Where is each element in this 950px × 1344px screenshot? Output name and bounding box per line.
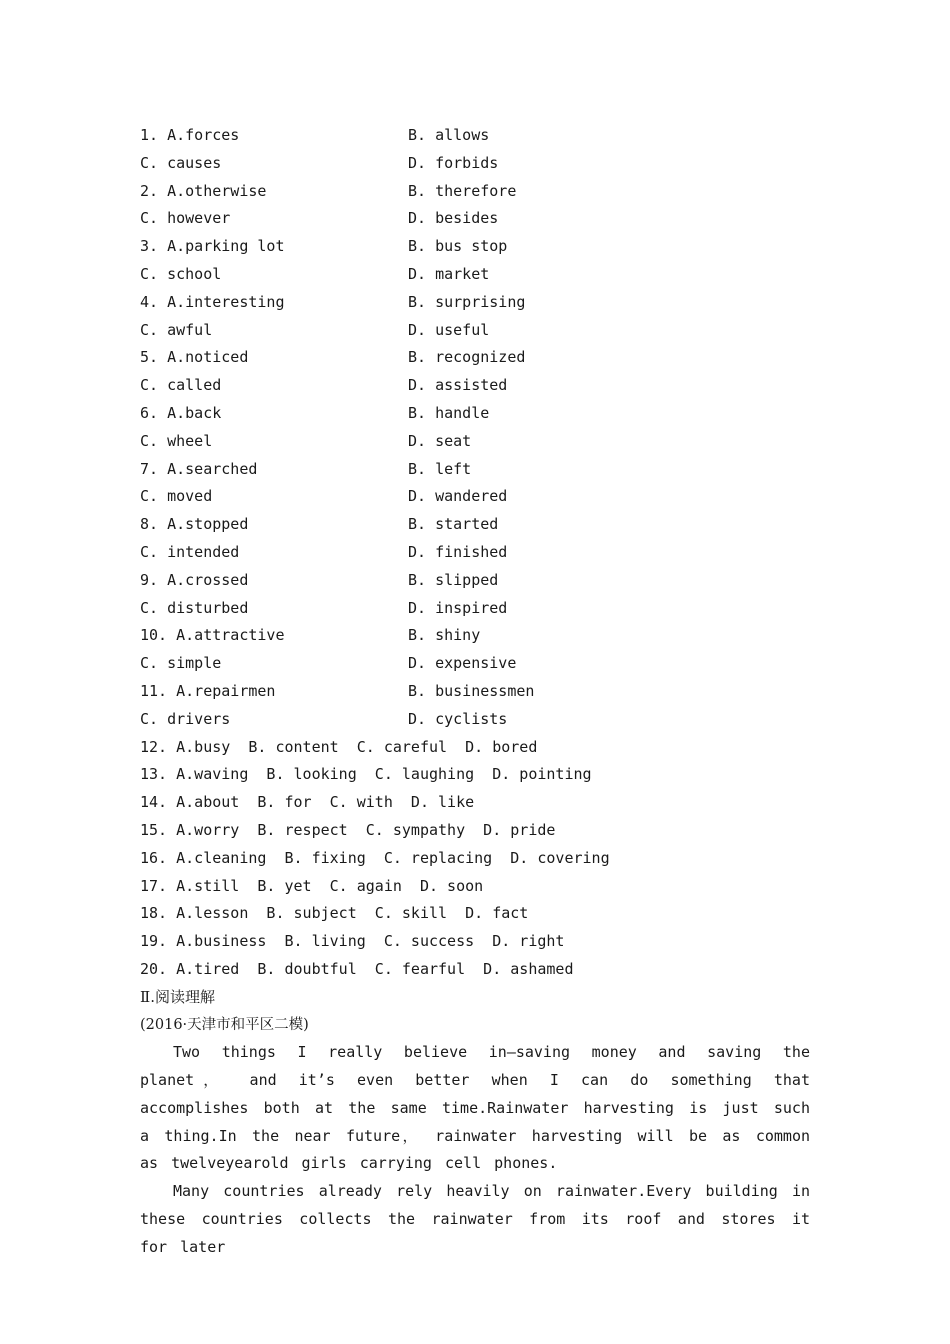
option-row (140, 150, 810, 178)
inline-option-row (140, 928, 810, 956)
option-row (140, 567, 810, 595)
option-row (140, 483, 810, 511)
option-row (140, 400, 810, 428)
option-row (140, 344, 810, 372)
option-left: 3. A.parking lot (140, 237, 285, 256)
option-right: B. recognized (408, 348, 526, 367)
option-right: D. expensive (408, 654, 517, 673)
option-right: B. shiny (408, 626, 481, 645)
option-right: D. inspired (408, 598, 508, 617)
option-row (140, 428, 810, 456)
option-right: D. market (408, 264, 490, 283)
option-left: C. however (140, 209, 231, 228)
inline-options-list (140, 734, 810, 984)
option-row (140, 622, 810, 650)
inline-option-text: 14. A.about B. for C. with D. like (140, 793, 475, 812)
option-right: B. slipped (408, 570, 499, 589)
option-right: D. forbids (408, 153, 499, 172)
option-right: B. started (408, 515, 499, 534)
inline-option-row (140, 789, 810, 817)
option-row (140, 289, 810, 317)
section-source: (2016·天津市和平区二模) (140, 1016, 309, 1033)
option-left: 1. A.forces (140, 126, 240, 144)
option-left: C. moved (140, 487, 213, 506)
inline-option-text: 15. A.worry B. respect C. sympathy D. pride (140, 820, 556, 839)
option-right: B. surprising (408, 292, 526, 311)
option-left: 9. A.crossed (140, 570, 249, 589)
option-row (140, 539, 810, 567)
option-left: 8. A.stopped (140, 515, 249, 534)
option-left: C. causes (140, 153, 222, 172)
option-row (140, 511, 810, 539)
option-row (140, 372, 810, 400)
option-right: D. wandered (408, 487, 508, 506)
option-row (140, 233, 810, 261)
option-right: D. cyclists (408, 709, 508, 728)
option-right: B. businessmen (408, 681, 535, 700)
option-left: C. awful (140, 320, 213, 339)
document-page (140, 122, 810, 1262)
inline-option-row (140, 761, 810, 789)
option-right: D. useful (408, 320, 490, 339)
option-right: D. besides (408, 209, 499, 228)
reading-paragraph: Many countries already rely heavily on rainwater.Every building in these countries collects the rainwater from its roof and stores it for later (140, 1182, 810, 1256)
option-left: 10. A.attractive (140, 626, 285, 645)
option-left: C. simple (140, 654, 222, 673)
option-right: D. finished (408, 542, 508, 561)
option-right: B. therefore (408, 181, 517, 200)
option-row (140, 122, 810, 150)
option-right: B. left (408, 459, 472, 478)
option-left: 4. A.interesting (140, 292, 285, 311)
option-row (140, 650, 810, 678)
option-row (140, 205, 810, 233)
inline-option-row (140, 900, 810, 928)
option-right: B. allows (408, 126, 490, 144)
inline-option-row (140, 956, 810, 984)
option-row (140, 178, 810, 206)
option-left: 6. A.back (140, 403, 222, 422)
inline-option-text: 20. A.tired B. doubtful C. fearful D. ashamed (140, 959, 574, 978)
option-left: C. wheel (140, 431, 213, 450)
paired-options-list (140, 122, 810, 734)
option-row (140, 261, 810, 289)
option-left: C. called (140, 376, 222, 395)
inline-option-row (140, 817, 810, 845)
option-right: B. bus stop (408, 237, 508, 256)
option-row (140, 456, 810, 484)
section-heading: Ⅱ.阅读理解 (140, 987, 215, 1006)
option-row (140, 317, 810, 345)
reading-paragraph: Two things I really believe in—saving money and saving the planet， and it’s even better when I can do something that accomplishes both at the same time.Rainwater harvesting is just such a thing.In the near future， rainwater harvesting will be as common as twelveyearold girls carrying cell phones. (140, 1043, 810, 1173)
option-left: 2. A.otherwise (140, 181, 267, 200)
inline-option-text: 16. A.cleaning B. fixing C. replacing D. covering (140, 848, 610, 867)
inline-option-row (140, 734, 810, 762)
option-left: 5. A.noticed (140, 348, 249, 367)
option-right: D. assisted (408, 376, 508, 395)
option-right: D. seat (408, 431, 472, 450)
inline-option-text: 13. A.waving B. looking C. laughing D. pointing (140, 765, 592, 784)
option-row (140, 595, 810, 623)
option-left: C. disturbed (140, 598, 249, 617)
inline-option-row (140, 873, 810, 901)
option-left: C. intended (140, 542, 240, 561)
option-row (140, 706, 810, 734)
option-row (140, 678, 810, 706)
inline-option-row (140, 845, 810, 873)
inline-option-text: 12. A.busy B. content C. careful D. bored (140, 737, 538, 756)
option-left: C. school (140, 264, 222, 283)
option-left: 7. A.searched (140, 459, 258, 478)
inline-option-text: 17. A.still B. yet C. again D. soon (140, 876, 484, 895)
inline-option-text: 19. A.business B. living C. success D. right (140, 932, 565, 951)
option-left: 11. A.repairmen (140, 681, 276, 700)
inline-option-text: 18. A.lesson B. subject C. skill D. fact (140, 904, 529, 923)
option-right: B. handle (408, 403, 490, 422)
option-left: C. drivers (140, 709, 231, 728)
